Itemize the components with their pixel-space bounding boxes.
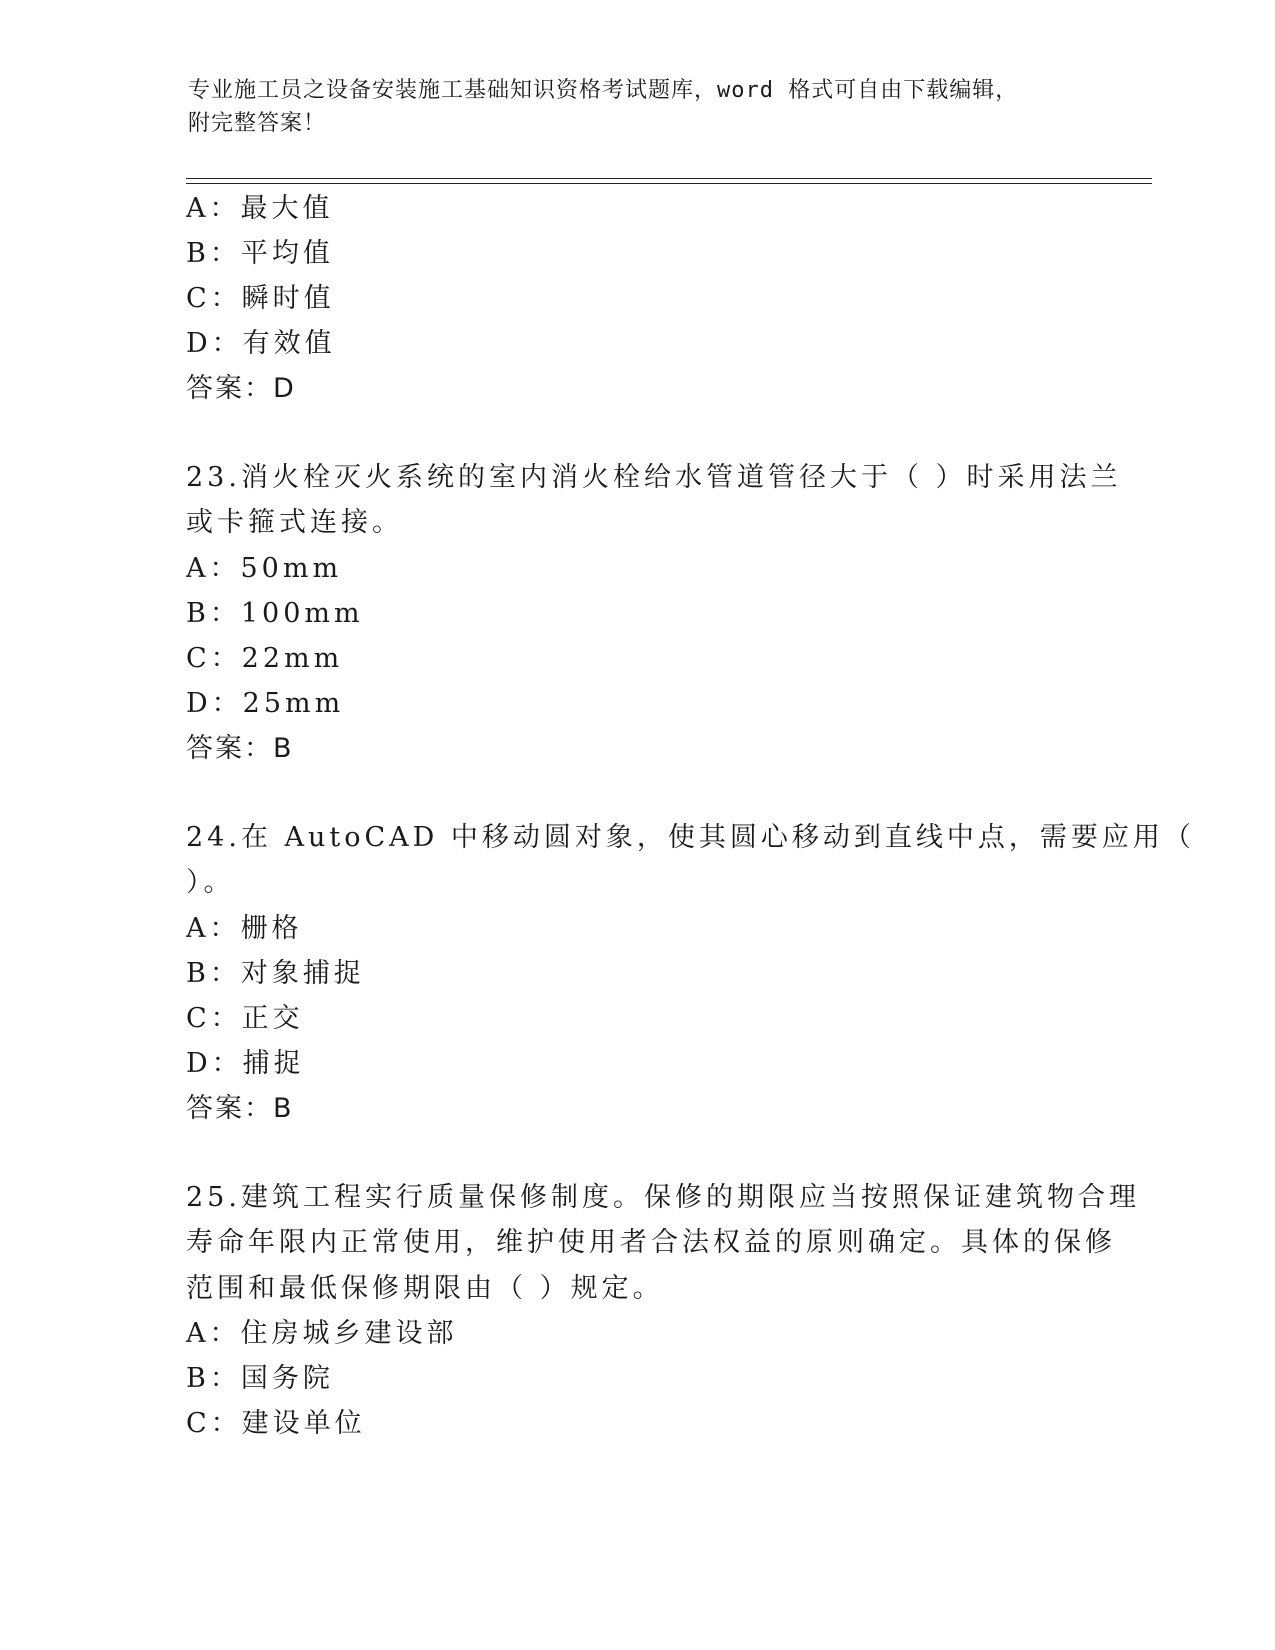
q25-stem-line-2: 寿命年限内正常使用，维护使用者合法权益的原则确定。具体的保修 (186, 1227, 1116, 1258)
q23-stem-line-1: 23.消火栓灭火系统的室内消火栓给水管道管径大于（ ）时采用法兰 (186, 462, 1122, 493)
q24-stem-line-2: ）。 (186, 867, 235, 898)
q22-option-c: C：瞬时值 (186, 283, 335, 314)
q25-option-b: B：国务院 (186, 1363, 334, 1394)
q23-option-c: C：22mm (186, 643, 344, 674)
header-divider-bottom (186, 183, 1152, 184)
q24-option-b: B：对象捕捉 (186, 958, 365, 989)
document-header (188, 74, 1088, 140)
q23-answer: 答案：B (186, 733, 294, 764)
q24-answer: 答案：B (186, 1093, 294, 1124)
q22-option-b: B：平均值 (186, 238, 334, 269)
q24-option-a: A：栅格 (186, 913, 303, 944)
q24-option-c: C：正交 (186, 1003, 304, 1034)
header-line-2: 附完整答案！ (188, 111, 327, 136)
q22-option-a: A：最大值 (186, 193, 334, 224)
q25-option-c: C：建设单位 (186, 1408, 366, 1439)
q22-option-d: D：有效值 (186, 328, 336, 359)
q24-stem-line-1: 24.在 AutoCAD 中移动圆对象，使其圆心移动到直线中点，需要应用（ (186, 822, 1195, 853)
q23-option-b: B：100mm (186, 598, 364, 629)
header-divider-top (186, 178, 1152, 179)
q25-stem-line-1: 25.建筑工程实行质量保修制度。保修的期限应当按照保证建筑物合理 (186, 1182, 1140, 1213)
q25-stem-line-3: 范围和最低保修期限由（ ）规定。 (186, 1273, 664, 1304)
header-line-1: 专业施工员之设备安装施工基础知识资格考试题库，word 格式可自由下载编辑， (188, 78, 1019, 103)
q23-stem-line-2: 或卡箍式连接。 (186, 507, 403, 538)
q22-answer: 答案：D (186, 373, 296, 404)
q25-option-a: A：住房城乡建设部 (186, 1318, 458, 1349)
q23-option-a: A：50mm (186, 553, 343, 584)
q24-option-d: D：捕捉 (186, 1048, 305, 1079)
q23-option-d: D：25mm (186, 688, 345, 719)
